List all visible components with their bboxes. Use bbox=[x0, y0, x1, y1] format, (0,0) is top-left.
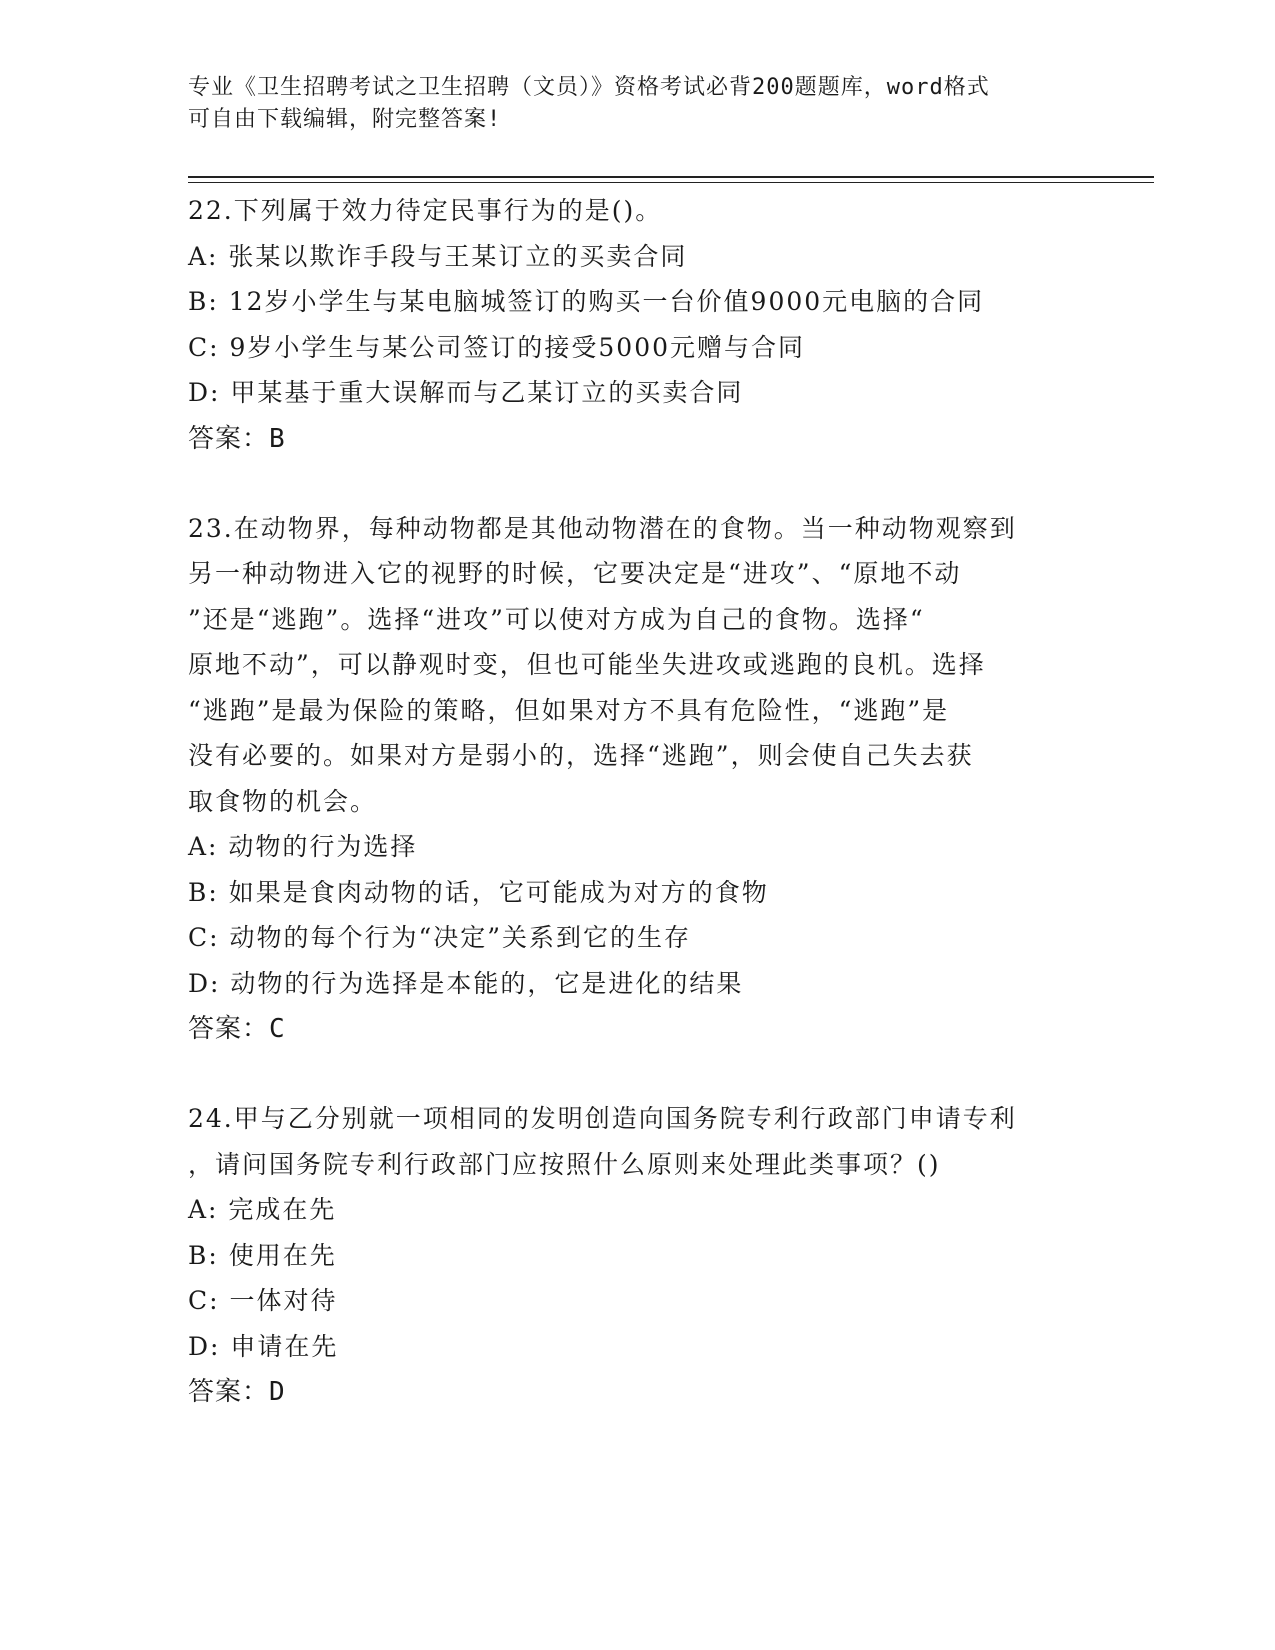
option-a: A: 张某以欺诈手段与王某订立的买卖合同 bbox=[188, 241, 688, 271]
question-spacer bbox=[188, 462, 1108, 506]
question-stem-line: 原地不动”，可以静观时变，但也可能坐失进攻或逃跑的良机。选择 bbox=[188, 650, 986, 679]
option-b: B: 使用在先 bbox=[188, 1240, 337, 1270]
question-stem-line: 没有必要的。如果对方是弱小的，选择“逃跑”，则会使自己失去获 bbox=[188, 741, 974, 770]
header-line-1: 专业《卫生招聘考试之卫生招聘（文员）》资格考试必背200题题库，word格式 bbox=[188, 75, 990, 100]
option-d: D: 甲某基于重大误解而与乙某订立的买卖合同 bbox=[188, 378, 744, 407]
question-22 bbox=[188, 188, 1108, 462]
option-c: C: 动物的每个行为“决定”关系到它的生存 bbox=[188, 923, 692, 952]
question-stem-line: 23.在动物界，每种动物都是其他动物潜在的食物。当一种动物观察到 bbox=[188, 513, 1017, 543]
question-spacer bbox=[188, 1052, 1108, 1096]
question-stem-line: “逃跑”是最为保险的策略，但如果对方不具有危险性，“逃跑”是 bbox=[188, 695, 950, 725]
header-line-2: 可自由下载编辑，附完整答案! bbox=[188, 107, 502, 132]
option-c: C: 一体对待 bbox=[188, 1286, 338, 1315]
header-divider-thick bbox=[188, 176, 1154, 178]
header-divider-thin bbox=[188, 182, 1154, 183]
document-header bbox=[188, 72, 1088, 136]
answer-label: 答案：D bbox=[188, 1377, 286, 1407]
question-stem-line: 取食物的机会。 bbox=[188, 786, 378, 816]
option-d: D: 动物的行为选择是本能的，它是进化的结果 bbox=[188, 968, 744, 998]
option-c: C: 9岁小学生与某公司签订的接受5000元赠与合同 bbox=[188, 332, 806, 362]
option-a: A: 动物的行为选择 bbox=[188, 832, 418, 861]
answer-label: 答案：C bbox=[188, 1014, 286, 1044]
question-list bbox=[188, 188, 1108, 1415]
question-stem-line: 22.下列属于效力待定民事行为的是()。 bbox=[188, 196, 663, 225]
question-23 bbox=[188, 506, 1108, 1053]
question-24 bbox=[188, 1096, 1108, 1415]
option-a: A: 完成在先 bbox=[188, 1195, 337, 1224]
option-d: D: 申请在先 bbox=[188, 1331, 339, 1361]
question-stem-line: 另一种动物进入它的视野的时候，它要决定是“进攻”、“原地不动 bbox=[188, 559, 962, 588]
question-stem-line: ，请问国务院专利行政部门应按照什么原则来处理此类事项？() bbox=[188, 1149, 941, 1179]
option-b: B: 如果是食肉动物的话，它可能成为对方的食物 bbox=[188, 877, 769, 907]
question-stem-line: ”还是“逃跑”。选择“进攻”可以使对方成为自己的食物。选择“ bbox=[188, 604, 925, 634]
answer-label: 答案：B bbox=[188, 423, 286, 454]
question-stem-line: 24.甲与乙分别就一项相同的发明创造向国务院专利行政部门申请专利 bbox=[188, 1104, 1017, 1133]
option-b: B: 12岁小学生与某电脑城签订的购买一台价值9000元电脑的合同 bbox=[188, 287, 985, 316]
